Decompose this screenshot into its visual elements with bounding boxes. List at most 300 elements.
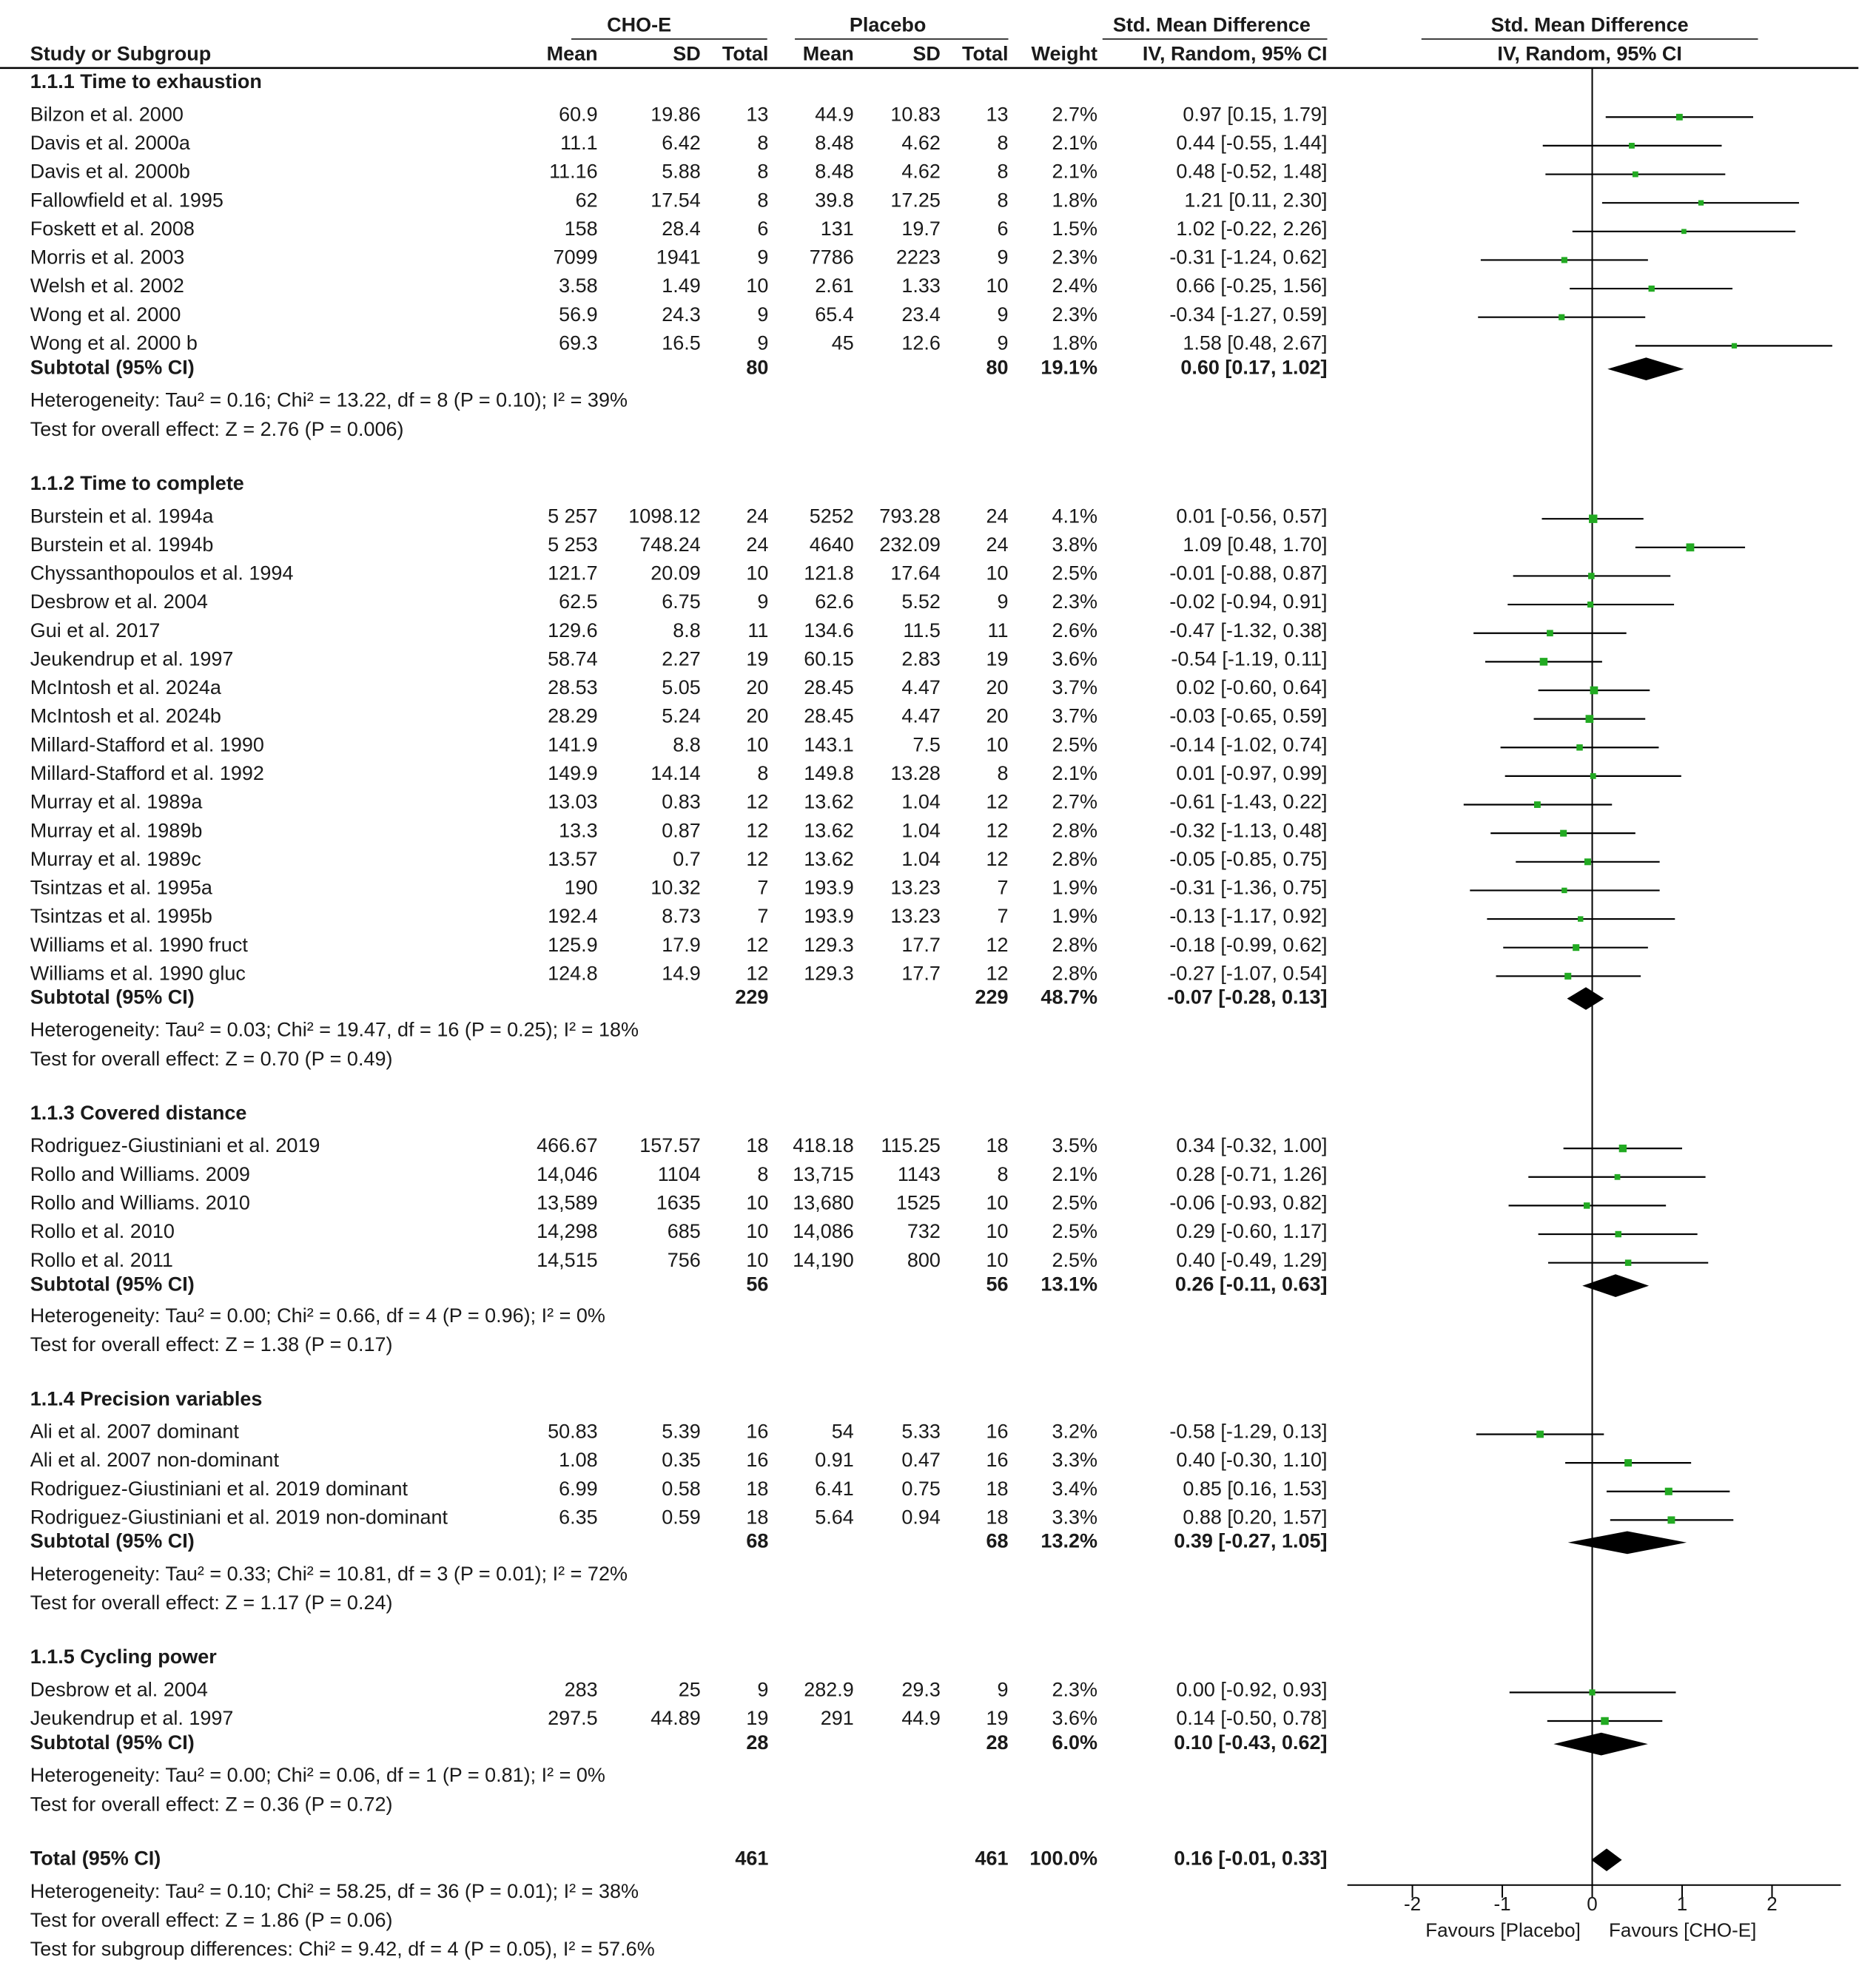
study-weight: 2.6% — [1052, 619, 1097, 641]
header-weight: Weight — [1031, 42, 1097, 65]
x-axis-tick-label: 0 — [1587, 1892, 1598, 1915]
total-ci: 0.16 [-0.01, 0.33] — [1174, 1847, 1328, 1870]
study-ci: -0.13 [-1.17, 0.92] — [1169, 905, 1328, 928]
study-e-mean: 56.9 — [559, 303, 598, 326]
study-c-n: 20 — [986, 676, 1009, 699]
study-e-mean: 14,515 — [537, 1248, 598, 1271]
study-e-mean: 62.5 — [559, 590, 598, 613]
study-weight: 2.3% — [1052, 303, 1097, 326]
study-point — [1560, 830, 1567, 837]
study-c-n: 18 — [986, 1134, 1009, 1157]
study-c-sd: 232.09 — [879, 533, 941, 556]
study-ci: -0.58 [-1.29, 0.13] — [1169, 1420, 1328, 1443]
study-weight: 3.6% — [1052, 1707, 1097, 1730]
study-c-mean: 6.41 — [815, 1477, 854, 1500]
subtotal-ci: 0.26 [-0.11, 0.63] — [1174, 1273, 1328, 1296]
study-c-n: 12 — [986, 790, 1009, 813]
study-c-mean: 62.6 — [815, 590, 854, 613]
study-point — [1616, 1231, 1622, 1238]
study-weight: 3.7% — [1052, 704, 1097, 727]
header-c-mean: Mean — [802, 42, 854, 65]
study-point — [1561, 888, 1567, 893]
study-e-n: 7 — [757, 905, 769, 928]
study-c-n: 9 — [997, 1678, 1009, 1701]
study-c-sd: 17.64 — [890, 562, 941, 585]
study-e-mean: 13,589 — [537, 1191, 598, 1214]
subtotal-c-n: 28 — [986, 1731, 1009, 1754]
subtotal-label: Subtotal (95% CI) — [30, 1731, 195, 1754]
study-c-sd: 4.47 — [901, 704, 941, 727]
study-weight: 2.3% — [1052, 246, 1097, 269]
study-e-sd: 1098.12 — [628, 505, 701, 528]
study-c-n: 10 — [986, 1191, 1009, 1214]
favours-left-label: Favours [Placebo] — [1425, 1919, 1581, 1941]
subtotal-label: Subtotal (95% CI) — [30, 356, 195, 379]
study-name: Wong et al. 2000 b — [30, 331, 198, 354]
study-name: Tsintzas et al. 1995b — [30, 905, 212, 928]
study-c-mean: 13.62 — [804, 790, 854, 813]
study-e-mean: 192.4 — [548, 905, 598, 928]
study-c-sd: 13.23 — [890, 905, 941, 928]
study-weight: 1.9% — [1052, 876, 1097, 899]
study-e-sd: 8.73 — [662, 905, 701, 928]
study-e-mean: 69.3 — [559, 331, 598, 354]
study-name: Jeukendrup et al. 1997 — [30, 647, 234, 670]
study-weight: 2.4% — [1052, 275, 1097, 297]
study-name: Burstein et al. 1994a — [30, 505, 214, 528]
study-e-n: 8 — [757, 1162, 769, 1185]
study-e-sd: 0.7 — [673, 847, 701, 870]
study-c-sd: 4.62 — [901, 132, 941, 155]
study-ci: 0.88 [0.20, 1.57] — [1183, 1506, 1328, 1529]
study-e-n: 8 — [757, 189, 769, 212]
study-weight: 1.8% — [1052, 331, 1097, 354]
study-e-sd: 19.86 — [650, 103, 701, 126]
subtotal-label: Subtotal (95% CI) — [30, 1529, 195, 1552]
study-c-sd: 1.33 — [901, 275, 941, 297]
study-e-mean: 283 — [564, 1678, 598, 1701]
study-c-mean: 131 — [820, 217, 854, 240]
study-weight: 2.7% — [1052, 103, 1097, 126]
study-point — [1687, 543, 1695, 551]
study-weight: 2.5% — [1052, 562, 1097, 585]
study-name: McIntosh et al. 2024a — [30, 676, 221, 699]
study-c-mean: 4640 — [809, 533, 854, 556]
study-c-n: 10 — [986, 275, 1009, 297]
study-c-n: 24 — [986, 505, 1009, 528]
study-name: Murray et al. 1989c — [30, 847, 201, 870]
study-c-sd: 1525 — [895, 1191, 941, 1214]
study-name: Rodriguez-Giustiniani et al. 2019 dominant — [30, 1477, 409, 1500]
study-e-sd: 8.8 — [673, 619, 701, 641]
study-c-sd: 17.25 — [890, 189, 941, 212]
study-point — [1588, 573, 1595, 579]
study-c-mean: 8.48 — [815, 160, 854, 183]
study-c-n: 12 — [986, 962, 1009, 985]
study-c-mean: 129.3 — [804, 962, 854, 985]
study-e-n: 8 — [757, 160, 769, 183]
study-c-mean: 28.45 — [804, 704, 854, 727]
overall-effect-note: Test for overall effect: Z = 2.76 (P = 0.006) — [30, 417, 404, 440]
study-weight: 2.1% — [1052, 761, 1097, 784]
study-c-mean: 418.18 — [793, 1134, 854, 1157]
study-weight: 2.5% — [1052, 1220, 1097, 1243]
study-name: Welsh et al. 2002 — [30, 275, 184, 297]
study-c-n: 10 — [986, 733, 1009, 756]
study-e-sd: 5.24 — [662, 704, 701, 727]
study-e-mean: 141.9 — [548, 733, 598, 756]
study-c-mean: 193.9 — [804, 876, 854, 899]
study-c-mean: 121.8 — [804, 562, 854, 585]
study-c-sd: 0.75 — [901, 1477, 941, 1500]
subtotal-diamond — [1553, 1733, 1648, 1756]
study-e-mean: 14,046 — [537, 1162, 598, 1185]
subgroup-title: 1.1.5 Cycling power — [30, 1646, 217, 1668]
study-e-sd: 1.49 — [662, 275, 701, 297]
study-e-sd: 8.8 — [673, 733, 701, 756]
study-ci: 0.01 [-0.56, 0.57] — [1176, 505, 1328, 528]
study-e-mean: 13.57 — [548, 847, 598, 870]
study-name: Bilzon et al. 2000 — [30, 103, 184, 126]
study-ci: -0.32 [-1.13, 0.48] — [1169, 819, 1328, 842]
study-e-sd: 685 — [667, 1220, 701, 1243]
study-e-n: 7 — [757, 876, 769, 899]
x-axis-tick-label: 1 — [1676, 1892, 1688, 1915]
study-name: Chyssanthopoulos et al. 1994 — [30, 562, 294, 585]
study-c-sd: 12.6 — [901, 331, 941, 354]
study-name: Rollo et al. 2011 — [30, 1248, 173, 1271]
subtotal-weight: 6.0% — [1052, 1731, 1097, 1754]
study-c-mean: 143.1 — [804, 733, 854, 756]
study-ci: -0.47 [-1.32, 0.38] — [1169, 619, 1328, 641]
study-e-n: 10 — [746, 733, 769, 756]
study-c-n: 8 — [997, 132, 1009, 155]
study-weight: 3.3% — [1052, 1449, 1097, 1472]
study-c-n: 7 — [997, 905, 1009, 928]
study-ci: 1.02 [-0.22, 2.26] — [1176, 217, 1328, 240]
study-c-n: 16 — [986, 1420, 1009, 1443]
study-ci: 0.00 [-0.92, 0.93] — [1176, 1678, 1328, 1701]
total-overall-effect-note: Test for overall effect: Z = 1.86 (P = 0.06) — [30, 1908, 393, 1931]
study-e-sd: 1941 — [656, 246, 701, 269]
study-c-mean: 44.9 — [815, 103, 854, 126]
study-c-n: 9 — [997, 246, 1009, 269]
subtotal-ci: -0.07 [-0.28, 0.13] — [1167, 986, 1328, 1008]
study-c-mean: 13,680 — [793, 1191, 854, 1214]
study-ci: 0.40 [-0.30, 1.10] — [1176, 1449, 1328, 1472]
subgroup-title: 1.1.3 Covered distance — [30, 1101, 247, 1124]
study-e-n: 19 — [746, 647, 769, 670]
study-e-sd: 28.4 — [662, 217, 701, 240]
study-c-mean: 60.15 — [804, 647, 854, 670]
study-e-n: 10 — [746, 1248, 769, 1271]
study-c-n: 8 — [997, 160, 1009, 183]
study-name: Desbrow et al. 2004 — [30, 1678, 208, 1701]
study-c-mean: 7786 — [809, 246, 854, 269]
total-diamond — [1591, 1848, 1621, 1871]
study-e-mean: 297.5 — [548, 1707, 598, 1730]
study-weight: 2.8% — [1052, 962, 1097, 985]
study-ci: -0.03 [-0.65, 0.59] — [1169, 704, 1328, 727]
study-e-sd: 0.59 — [662, 1506, 701, 1529]
subtotal-diamond — [1567, 987, 1604, 1010]
study-e-mean: 190 — [564, 876, 598, 899]
study-c-n: 20 — [986, 704, 1009, 727]
header-plot-method: IV, Random, 95% CI — [1497, 42, 1682, 65]
study-e-n: 12 — [746, 962, 769, 985]
study-e-n: 20 — [746, 676, 769, 699]
header-plot-title: Std. Mean Difference — [1490, 13, 1689, 36]
subtotal-weight: 19.1% — [1040, 356, 1097, 379]
study-c-sd: 7.5 — [912, 733, 941, 756]
study-point — [1649, 286, 1655, 292]
study-ci: 0.48 [-0.52, 1.48] — [1176, 160, 1328, 183]
study-c-mean: 13,715 — [793, 1162, 854, 1185]
study-point — [1540, 658, 1547, 665]
study-c-n: 19 — [986, 1707, 1009, 1730]
heterogeneity-note: Heterogeneity: Tau² = 0.00; Chi² = 0.66, df = 4 (P = 0.96); I² = 0% — [30, 1304, 605, 1327]
study-e-n: 10 — [746, 1191, 769, 1214]
study-point — [1564, 973, 1571, 980]
study-ci: 0.97 [0.15, 1.79] — [1183, 103, 1328, 126]
total-e-n: 461 — [735, 1847, 769, 1870]
study-e-mean: 5 257 — [548, 505, 598, 528]
total-label: Total (95% CI) — [30, 1847, 161, 1870]
study-weight: 2.1% — [1052, 132, 1097, 155]
study-c-mean: 13.62 — [804, 847, 854, 870]
subtotal-weight: 48.7% — [1040, 986, 1097, 1008]
study-c-sd: 793.28 — [879, 505, 941, 528]
study-weight: 3.5% — [1052, 1134, 1097, 1157]
study-c-mean: 45 — [831, 331, 854, 354]
study-name: Gui et al. 2017 — [30, 619, 161, 641]
study-c-n: 8 — [997, 761, 1009, 784]
study-e-sd: 1104 — [657, 1162, 701, 1185]
study-name: McIntosh et al. 2024b — [30, 704, 221, 727]
study-c-sd: 44.9 — [901, 1707, 941, 1730]
study-c-mean: 13.62 — [804, 819, 854, 842]
study-e-sd: 5.88 — [662, 160, 701, 183]
study-e-mean: 6.35 — [559, 1506, 598, 1529]
study-c-sd: 1143 — [897, 1162, 941, 1185]
study-e-mean: 5 253 — [548, 533, 598, 556]
header-method: IV, Random, 95% CI — [1142, 42, 1328, 65]
study-weight: 2.8% — [1052, 847, 1097, 870]
study-point — [1590, 773, 1596, 779]
study-ci: -0.06 [-0.93, 0.82] — [1169, 1191, 1328, 1214]
subgroup-title: 1.1.4 Precision variables — [30, 1387, 263, 1410]
study-c-n: 18 — [986, 1506, 1009, 1529]
study-e-n: 18 — [746, 1477, 769, 1500]
study-ci: -0.02 [-0.94, 0.91] — [1169, 590, 1328, 613]
study-c-n: 13 — [986, 103, 1009, 126]
study-c-sd: 115.25 — [881, 1134, 941, 1157]
study-c-sd: 17.7 — [901, 933, 941, 956]
study-c-sd: 23.4 — [901, 303, 941, 326]
study-e-n: 19 — [746, 1707, 769, 1730]
subtotal-e-n: 56 — [746, 1273, 769, 1296]
study-weight: 4.1% — [1052, 505, 1097, 528]
study-e-mean: 7099 — [553, 246, 598, 269]
study-name: Rollo and Williams. 2009 — [30, 1162, 250, 1185]
study-c-n: 9 — [997, 590, 1009, 613]
total-heterogeneity-note: Heterogeneity: Tau² = 0.10; Chi² = 58.25, df = 36 (P = 0.01); I² = 38% — [30, 1879, 639, 1902]
study-weight: 2.3% — [1052, 1678, 1097, 1701]
heterogeneity-note: Heterogeneity: Tau² = 0.16; Chi² = 13.22, df = 8 (P = 0.10); I² = 39% — [30, 388, 628, 411]
study-e-sd: 25 — [678, 1678, 701, 1701]
study-point — [1584, 1202, 1590, 1209]
study-weight: 3.7% — [1052, 676, 1097, 699]
study-name: Davis et al. 2000b — [30, 160, 190, 183]
study-ci: 0.28 [-0.71, 1.26] — [1176, 1162, 1328, 1185]
study-e-sd: 17.54 — [650, 189, 701, 212]
study-e-n: 12 — [746, 790, 769, 813]
study-e-n: 20 — [746, 704, 769, 727]
study-ci: 0.29 [-0.60, 1.17] — [1176, 1220, 1328, 1243]
study-e-sd: 14.9 — [662, 962, 701, 985]
header-e-total: Total — [722, 42, 769, 65]
study-e-n: 9 — [757, 246, 769, 269]
study-e-n: 13 — [746, 103, 769, 126]
study-c-sd: 13.28 — [890, 761, 941, 784]
study-c-sd: 1.04 — [901, 847, 941, 870]
study-c-sd: 732 — [907, 1220, 941, 1243]
study-e-sd: 5.05 — [662, 676, 701, 699]
study-weight: 2.5% — [1052, 733, 1097, 756]
study-weight: 3.6% — [1052, 647, 1097, 670]
study-e-mean: 11.16 — [549, 160, 598, 183]
study-e-n: 18 — [746, 1134, 769, 1157]
study-c-n: 12 — [986, 933, 1009, 956]
overall-effect-note: Test for overall effect: Z = 1.38 (P = 0.17) — [30, 1333, 393, 1356]
study-point — [1601, 1717, 1608, 1725]
subtotal-diamond — [1607, 357, 1684, 380]
study-c-mean: 5252 — [809, 505, 854, 528]
study-ci: 0.44 [-0.55, 1.44] — [1176, 132, 1328, 155]
total-c-n: 461 — [975, 1847, 1009, 1870]
x-axis-tick-label: 2 — [1766, 1892, 1778, 1915]
study-name: Ali et al. 2007 dominant — [30, 1420, 239, 1443]
study-weight: 2.5% — [1052, 1191, 1097, 1214]
study-c-n: 9 — [997, 303, 1009, 326]
study-ci: 0.14 [-0.50, 0.78] — [1176, 1707, 1328, 1730]
study-point — [1561, 257, 1567, 263]
study-c-mean: 149.8 — [804, 761, 854, 784]
study-e-mean: 13.3 — [559, 819, 598, 842]
study-point — [1584, 858, 1591, 865]
study-name: Foskett et al. 2008 — [30, 217, 195, 240]
study-c-sd: 17.7 — [901, 962, 941, 985]
study-e-sd: 14.14 — [650, 761, 701, 784]
study-e-sd: 20.09 — [650, 562, 701, 585]
study-c-mean: 65.4 — [815, 303, 854, 326]
study-e-mean: 129.6 — [548, 619, 598, 641]
study-ci: -0.05 [-0.85, 0.75] — [1169, 847, 1328, 870]
study-c-n: 8 — [997, 1162, 1009, 1185]
study-ci: 0.02 [-0.60, 0.64] — [1176, 676, 1328, 699]
study-point — [1676, 114, 1683, 121]
study-ci: 0.34 [-0.32, 1.00] — [1176, 1134, 1328, 1157]
study-point — [1586, 715, 1594, 723]
study-e-n: 10 — [746, 1220, 769, 1243]
study-name: Millard-Stafford et al. 1990 — [30, 733, 264, 756]
subtotal-diamond — [1568, 1532, 1687, 1555]
study-e-sd: 2.27 — [662, 647, 701, 670]
study-ci: -0.27 [-1.07, 0.54] — [1169, 962, 1328, 985]
heterogeneity-note: Heterogeneity: Tau² = 0.03; Chi² = 19.47, df = 16 (P = 0.25); I² = 18% — [30, 1018, 639, 1041]
study-e-mean: 466.67 — [537, 1134, 598, 1157]
study-e-n: 8 — [757, 132, 769, 155]
study-c-sd: 11.5 — [903, 619, 941, 641]
study-e-n: 11 — [747, 619, 769, 641]
study-c-mean: 134.6 — [804, 619, 854, 641]
header-study: Study or Subgroup — [30, 42, 212, 65]
study-name: Tsintzas et al. 1995a — [30, 876, 212, 899]
study-weight: 1.5% — [1052, 217, 1097, 240]
study-e-sd: 748.24 — [639, 533, 701, 556]
study-c-mean: 291 — [820, 1707, 854, 1730]
study-weight: 2.3% — [1052, 590, 1097, 613]
study-e-sd: 0.83 — [662, 790, 701, 813]
study-e-mean: 125.9 — [548, 933, 598, 956]
study-c-mean: 8.48 — [815, 132, 854, 155]
study-weight: 3.2% — [1052, 1420, 1097, 1443]
study-e-sd: 0.87 — [662, 819, 701, 842]
study-c-n: 11 — [987, 619, 1009, 641]
study-c-n: 8 — [997, 189, 1009, 212]
study-e-mean: 149.9 — [548, 761, 598, 784]
study-name: Millard-Stafford et al. 1992 — [30, 761, 264, 784]
subtotal-label: Subtotal (95% CI) — [30, 1273, 195, 1296]
study-point — [1732, 343, 1737, 348]
study-name: Murray et al. 1989a — [30, 790, 203, 813]
study-point — [1624, 1459, 1632, 1466]
study-e-sd: 16.5 — [662, 331, 701, 354]
study-point — [1590, 687, 1598, 695]
study-name: Williams et al. 1990 gluc — [30, 962, 246, 985]
study-point — [1681, 229, 1687, 234]
study-c-mean: 14,190 — [793, 1248, 854, 1271]
study-e-mean: 14,298 — [537, 1220, 598, 1243]
study-e-sd: 6.75 — [662, 590, 701, 613]
study-c-sd: 800 — [907, 1248, 941, 1271]
study-c-sd: 13.23 — [890, 876, 941, 899]
study-c-sd: 0.47 — [901, 1449, 941, 1472]
subtotal-ci: 0.60 [0.17, 1.02] — [1180, 356, 1328, 379]
study-e-n: 9 — [757, 1678, 769, 1701]
study-e-mean: 6.99 — [559, 1477, 598, 1500]
study-weight: 2.7% — [1052, 790, 1097, 813]
study-point — [1629, 143, 1635, 149]
study-e-mean: 62 — [575, 189, 598, 212]
study-weight: 2.8% — [1052, 819, 1097, 842]
study-weight: 3.4% — [1052, 1477, 1097, 1500]
study-e-n: 8 — [757, 761, 769, 784]
study-point — [1536, 1431, 1544, 1438]
overall-effect-note: Test for overall effect: Z = 0.36 (P = 0.72) — [30, 1793, 393, 1816]
study-c-n: 12 — [986, 819, 1009, 842]
study-c-mean: 193.9 — [804, 905, 854, 928]
study-c-sd: 10.83 — [890, 103, 941, 126]
study-name: Morris et al. 2003 — [30, 246, 185, 269]
study-c-sd: 5.52 — [901, 590, 941, 613]
study-e-mean: 158 — [564, 217, 598, 240]
study-point — [1547, 630, 1553, 636]
study-e-mean: 124.8 — [548, 962, 598, 985]
study-e-mean: 13.03 — [548, 790, 598, 813]
subtotal-e-n: 68 — [746, 1529, 769, 1552]
subtotal-weight: 13.2% — [1040, 1529, 1097, 1552]
